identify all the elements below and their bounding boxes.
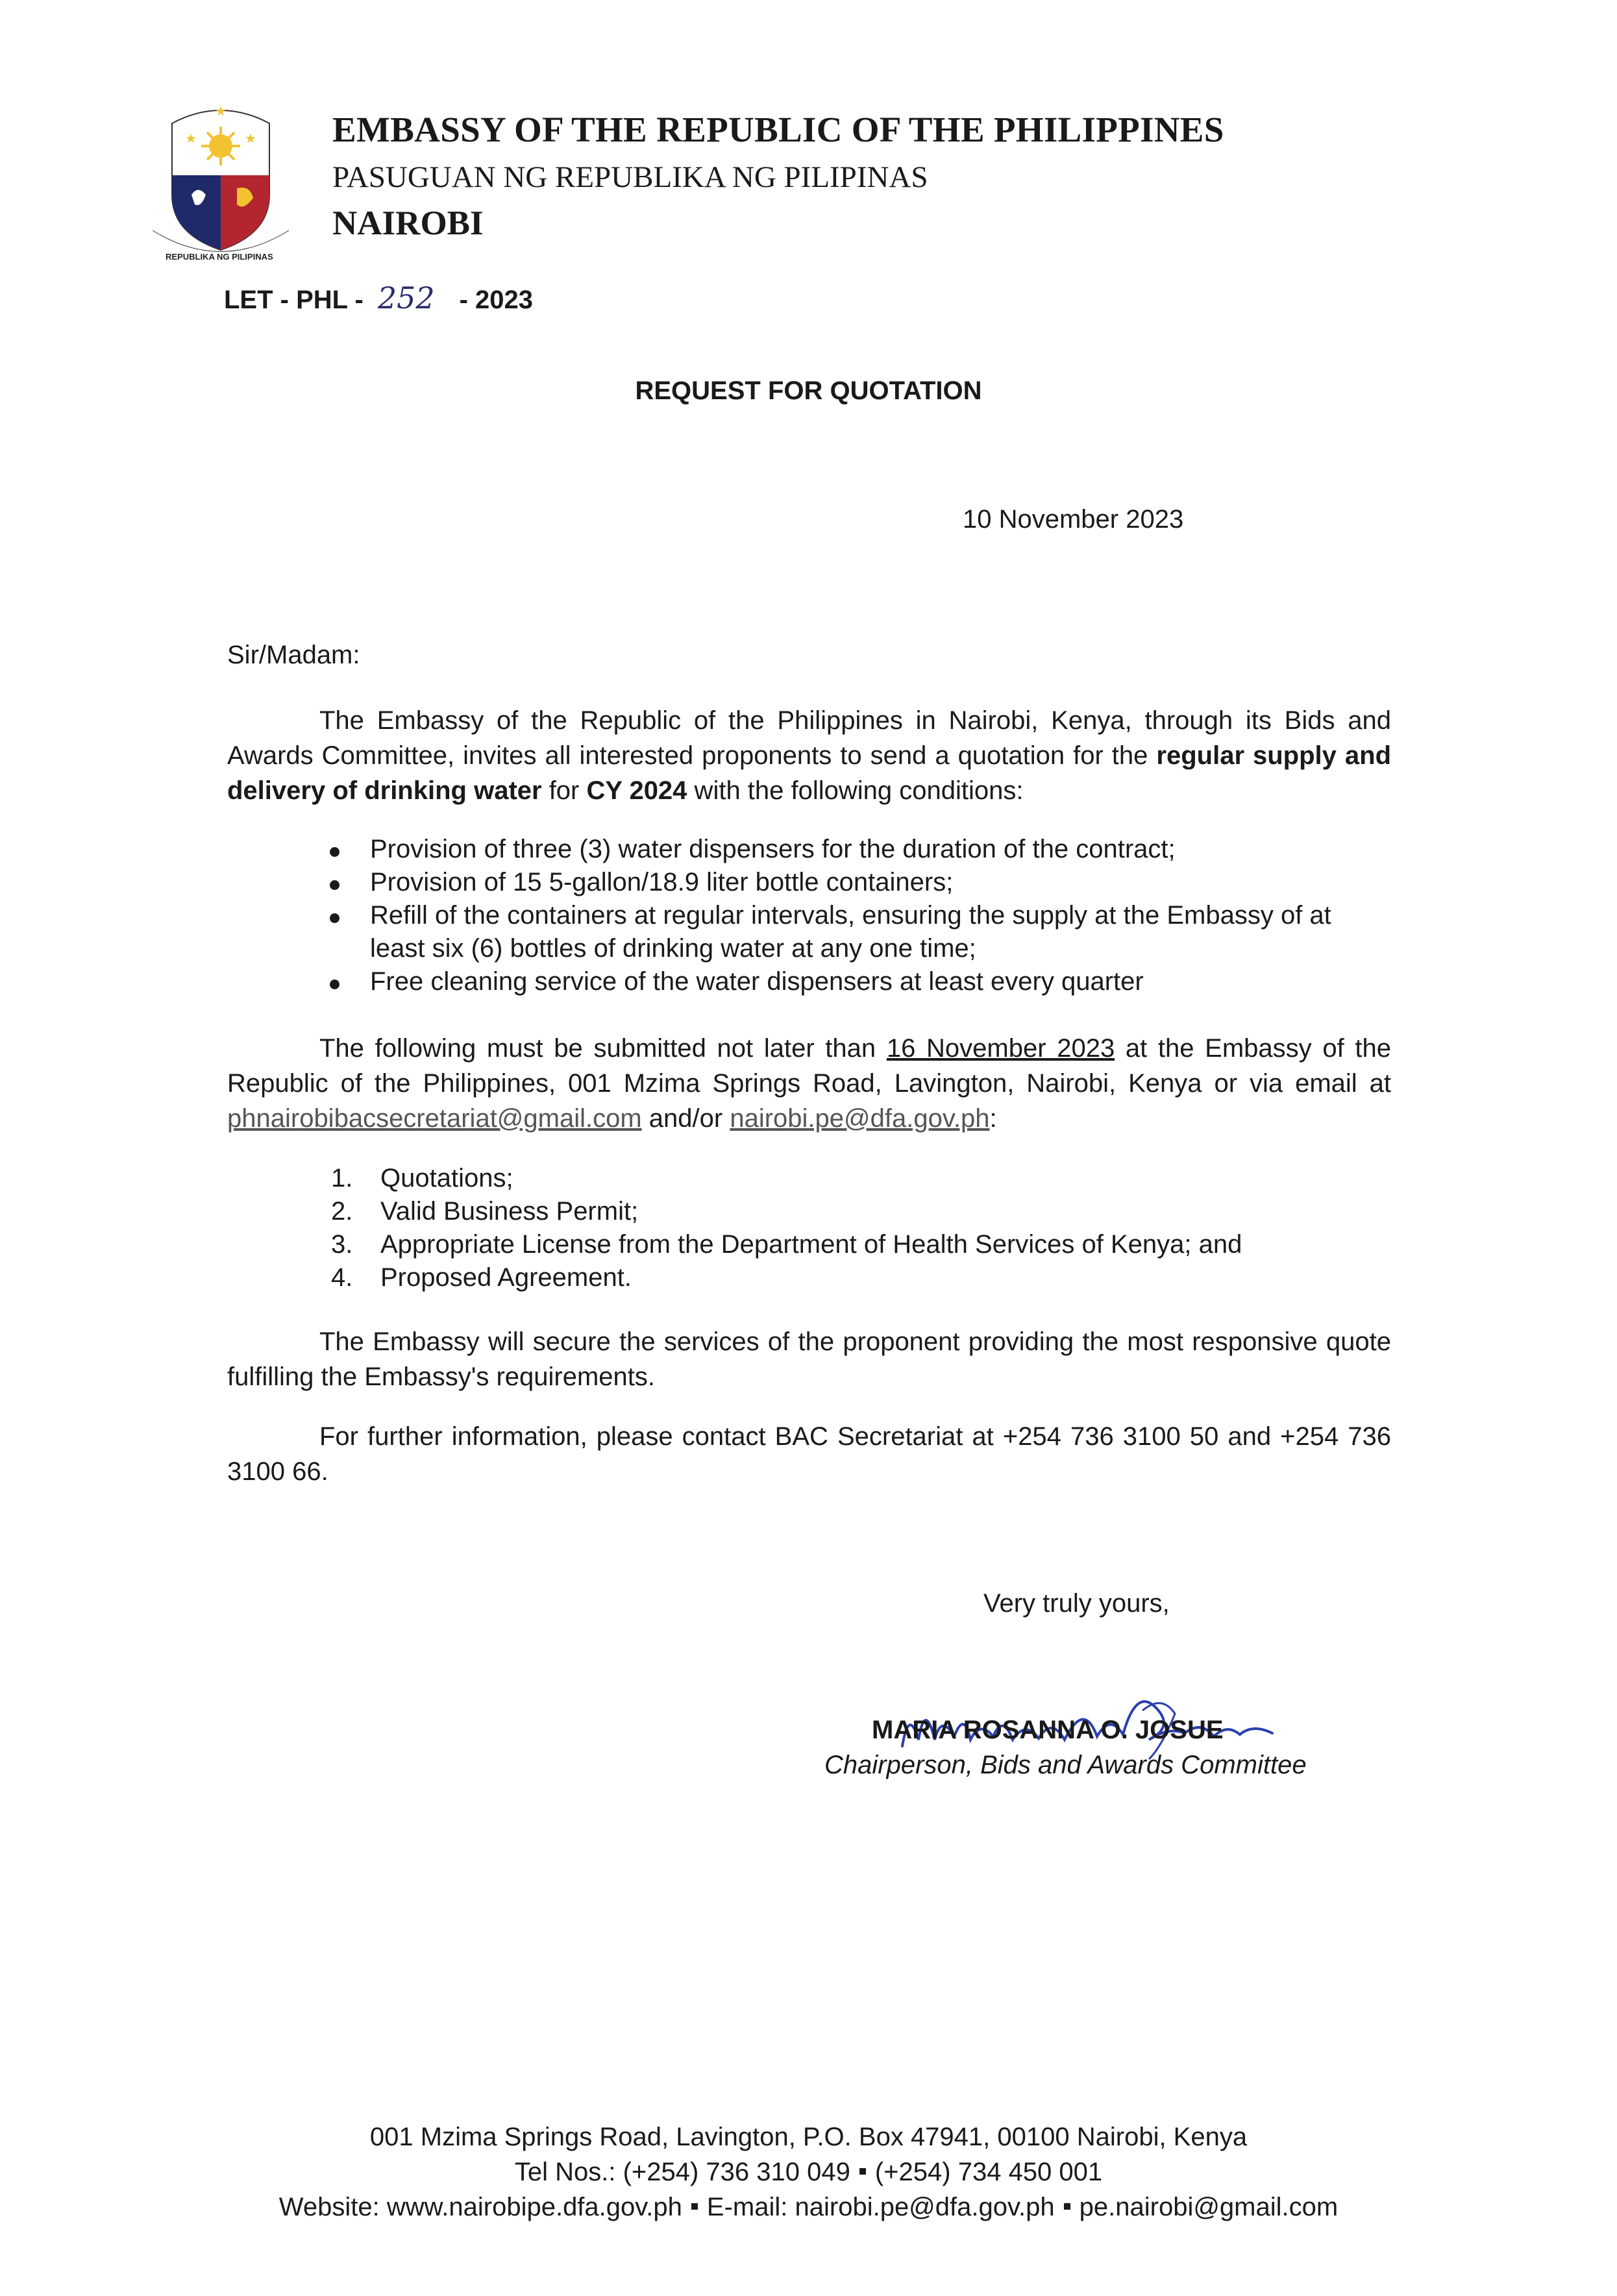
list-item: 3. Appropriate License from the Department of Health Services of Kenya; and (331, 1230, 1242, 1259)
embassy-city: NAIROBI (332, 204, 484, 242)
footer-website-link[interactable]: www.nairobipe.dfa.gov.ph (386, 2193, 682, 2221)
submission-deadline: 16 November 2023 (886, 1034, 1115, 1063)
footer-address: 001 Mzima Springs Road, Lavington, P.O. Box 47941, 00100 Nairobi, Kenya (369, 2123, 1248, 2151)
reference-prefix: LET - PHL - (224, 286, 364, 314)
list-item: Free cleaning service of the water dispensers at least every quarter (325, 965, 1389, 998)
footer-phones: Tel Nos.: (+254) 736 310 049 (+254) 734 450 001 (514, 2158, 1103, 2186)
document-title: REQUEST FOR QUOTATION (635, 376, 982, 405)
footer-email-link[interactable]: nairobi.pe@dfa.gov.ph (795, 2193, 1055, 2221)
list-item: Provision of three (3) water dispensers for the duration of the contract; (325, 833, 1389, 866)
svg-text:★: ★ (245, 132, 256, 146)
embassy-name-english: EMBASSY OF THE REPUBLIC OF THE PHILIPPINES (332, 110, 1224, 149)
intro-text-b: for (541, 776, 587, 805)
salutation: Sir/Madam: (227, 641, 360, 669)
conditions-list (325, 833, 1389, 998)
contact-paragraph: For further information, please contact BAC Secretariat at +254 736 3100 50 and +254 736 3100 66. (227, 1422, 1391, 1486)
footer-gmail-link[interactable]: pe.nairobi@gmail.com (1079, 2193, 1339, 2221)
svg-text:★: ★ (215, 105, 227, 119)
svg-text:★: ★ (185, 132, 197, 146)
embassy-email-link[interactable]: nairobi.pe@dfa.gov.ph (730, 1104, 990, 1133)
intro-paragraph (227, 703, 1391, 808)
requirements-list (331, 1162, 1242, 1294)
list-item: 4. Proposed Agreement. (331, 1263, 632, 1292)
submission-text-c: and/or (641, 1104, 730, 1133)
footer-web-email: Website: www.nairobipe.dfa.gov.ph E-mail: nairobi.pe@dfa.gov.ph pe.nairobi@gmail.com (278, 2193, 1339, 2221)
reference-suffix: - 2023 (459, 286, 534, 314)
submission-text-d: : (989, 1104, 997, 1133)
list-item: 1. Quotations; (331, 1164, 513, 1192)
letter-date: 10 November 2023 (963, 505, 1184, 534)
reference-handwritten-number: 252 (377, 280, 435, 315)
intro-text-a: The Embassy of the Republic of the Philippines in Nairobi, Kenya, through its Bids and Awards Committee, invites all interested proponents to send a quotation for the (227, 706, 1391, 770)
intro-bold-service: regular supply and delivery of drinking water (227, 741, 1391, 805)
submission-text-a: The following must be submitted not later than (319, 1034, 887, 1063)
submission-text-b: at the Embassy of the Republic of the Philippines, 001 Mzima Springs Road, Lavington, Nairobi, Kenya or via email at (227, 1034, 1391, 1098)
seal-text: REPUBLIKA NG PILIPINAS (166, 252, 273, 262)
signatory-title: Chairperson, Bids and Awards Committee (824, 1751, 1307, 1779)
submission-paragraph (227, 1031, 1391, 1136)
list-item: 2. Valid Business Permit; (331, 1197, 639, 1226)
list-item: Refill of the containers at regular intervals, ensuring the supply at the Embassy of at least six (6) bottles of drinking water at any one time; (325, 899, 1389, 965)
philippine-seal-icon (146, 97, 295, 269)
bac-email-link[interactable]: phnairobibacsecretariat@gmail.com (227, 1104, 642, 1133)
award-paragraph: The Embassy will secure the services of the proponent providing the most responsive quote fulfilling the Embassy's requirements. (227, 1327, 1391, 1391)
closing: Very truly yours, (983, 1589, 1170, 1618)
intro-text-c: with the following conditions: (687, 776, 1024, 805)
embassy-name-filipino: PASUGUAN NG REPUBLIKA NG PILIPINAS (332, 160, 928, 194)
list-item: Provision of 15 5-gallon/18.9 liter bottle containers; (325, 866, 1389, 899)
reference-number (224, 280, 533, 315)
intro-bold-year: CY 2024 (586, 776, 687, 805)
signatory-name: MARIA ROSANNA O. JOSUE (872, 1716, 1224, 1744)
